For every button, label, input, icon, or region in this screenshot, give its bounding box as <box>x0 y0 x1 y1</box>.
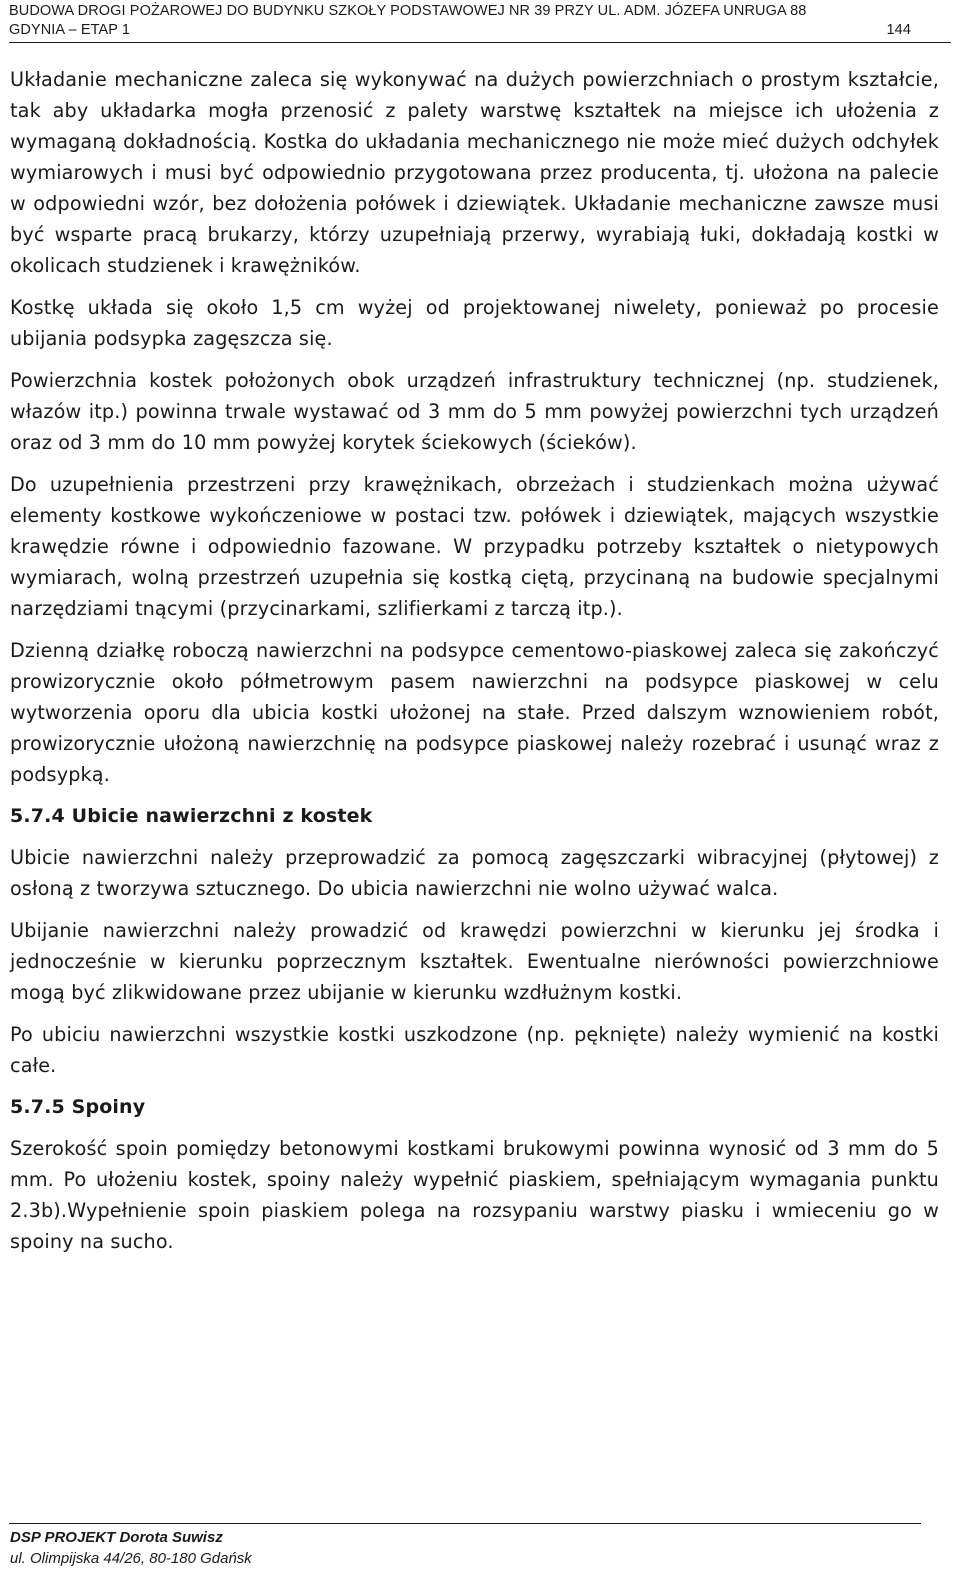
page-number: 144 <box>886 22 911 38</box>
paragraph-joint-width: Szerokość spoin pomiędzy betonowymi kostkami brukowymi powinna wynosić od 3 mm do 5 mm. Po ułożeniu kostek, spoiny należy wypełnić piaskiem, spełniającym wymagania punktu 2.3b).Wypełnienie spoin piaskiem polega na rozsypaniu warstwy piasku i wmieceniu go w spoiny na sucho. <box>10 1137 939 1253</box>
document-title-line-1: BUDOWA DROGI POŻAROWEJ DO BUDYNKU SZKOŁY PODSTAWOWEJ NR 39 PRZY UL. ADM. JÓZEFA UNRUGA 88 <box>9 3 807 19</box>
paragraph-damaged-pavers: Po ubiciu nawierzchni wszystkie kostki uszkodzone (np. pęknięte) należy wymienić na kostki całe. <box>10 1023 939 1077</box>
paragraph-compaction-equipment: Ubicie nawierzchni należy przeprowadzić za pomocą zagęszczarki wibracyjnej (płytowej) z osłoną z tworzywa sztucznego. Do ubicia nawierzchni nie wolno używać walca. <box>10 846 939 900</box>
paragraph-daily-work-section: Dzienną działkę roboczą nawierzchni na podsypce cementowo-piaskowej zaleca się zakończyć prowizorycznie około półmetrowym pasem nawierzchni na podsypce piaskowej w celu wytworzenia oporu dla ubicia kostki ułożonej na stałe. Przed dalszym wznowieniem robót, prowizorycznie ułożoną nawierzchnię na podsypce piaskowej należy rozebrać i usunąć wraz z podsypką. <box>10 639 939 786</box>
footer-company-name: DSP PROJEKT Dorota Suwisz <box>10 1529 223 1546</box>
section-heading-compaction: 5.7.4 Ubicie nawierzchni z kostek <box>10 805 373 827</box>
header-second-line <box>9 21 949 40</box>
document-body <box>10 64 939 1268</box>
paragraph-mechanical-laying: Układanie mechaniczne zaleca się wykonywać na dużych powierzchniach o prostym kształcie, tak aby układarka mogła przenosić z palety warstwę kształtek na miejsce ich ułożenia z wymaganą dokładnością. Kostka do układania mechanicznego nie może mieć dużych odchyłek wymiarowych i musi być odpowiednio przygotowana przez producenta, tj. ułożona na palecie w odpowiedni wzór, bez dołożenia połówek i dziewiątek. Układanie mechaniczne zawsze musi być wsparte pracą brukarzy, którzy uzupełniają przerwy, wyrabiają łuki, dokładają kostki w okolicach studzienek i krawężników. <box>10 68 939 277</box>
paragraph-compaction-direction: Ubijanie nawierzchni należy prowadzić od krawędzi powierzchni w kierunku jej środka i jednocześnie w kierunku poprzecznym kształtek. Ewentualne nierówności powierzchniowe mogą być zlikwidowane przez ubijanie w kierunku wzdłużnym kostki. <box>10 919 939 1004</box>
page-header <box>9 2 949 40</box>
section-heading-joints: 5.7.5 Spoiny <box>10 1096 146 1118</box>
document-title-line-2: GDYNIA – ETAP 1 <box>9 22 131 38</box>
footer-address: ul. Olimpijska 44/26, 80-180 Gdańsk <box>10 1550 252 1567</box>
page-footer <box>10 1527 252 1569</box>
paragraph-filling-gaps: Do uzupełnienia przestrzeni przy krawężnikach, obrzeżach i studzienkach można używać elementy kostkowe wykończeniowe w postaci tzw. połówek i dziewiątek, mających wszystkie krawędzie równe i odpowiednio fazowane. W przypadku potrzeby kształtek o nietypowych wymiarach, wolną przestrzeń uzupełnia się kostką ciętą, przycinaną na budowie specjalnymi narzędziami tnącymi (przycinarkami, szlifierkami z tarczą itp.). <box>10 473 939 620</box>
paragraph-laying-height: Kostkę układa się około 1,5 cm wyżej od projektowanej niwelety, ponieważ po procesie ubijania podsypka zagęszcza się. <box>10 296 939 350</box>
footer-divider <box>9 1523 921 1524</box>
paragraph-surface-near-infrastructure: Powierzchnia kostek położonych obok urządzeń infrastruktury technicznej (np. studzienek, włazów itp.) powinna trwale wystawać od 3 mm do 5 mm powyżej powierzchni tych urządzeń oraz od 3 mm do 10 mm powyżej korytek ściekowych (ścieków). <box>10 369 939 454</box>
header-divider <box>9 42 951 43</box>
